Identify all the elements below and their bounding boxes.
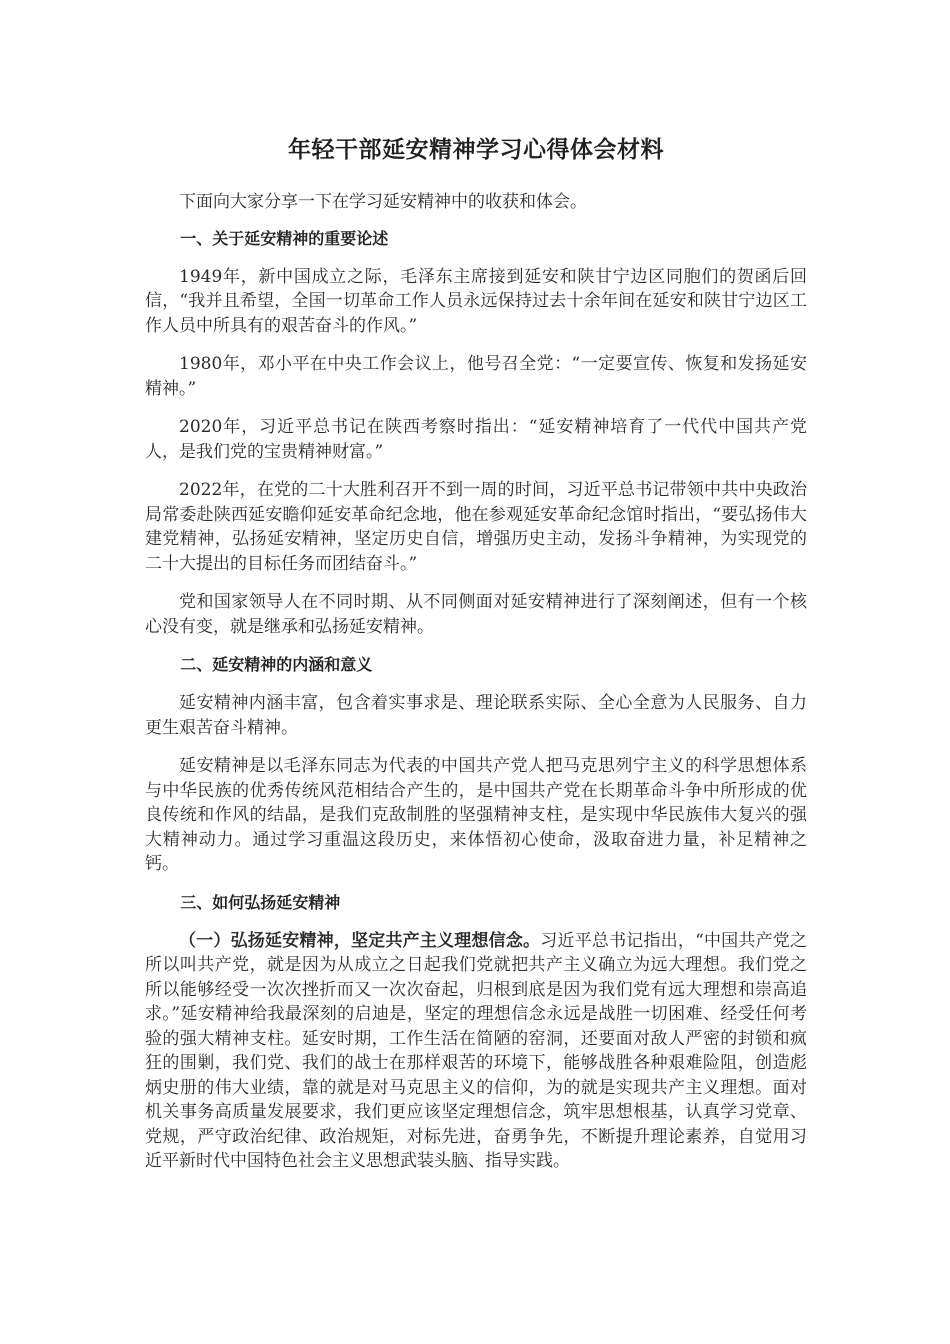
section-heading-1: 一、关于延安精神的重要论述 — [180, 228, 389, 248]
section-heading-3: 三、如何弘扬延安精神 — [180, 892, 341, 912]
section3-point1-paragraph — [145, 929, 807, 1174]
section2-paragraph: 延安精神内涵丰富，包含着实事求是、理论联系实际、全心全意为人民服务、自力更生艰苦奋斗精神。 — [145, 693, 807, 738]
section1-paragraph: 1980年，邓小平在中央工作会议上，他号召全党：“一定要宣传、恢复和发扬延安精神。” — [145, 354, 807, 399]
section1-paragraph: 2022年，在党的二十大胜利召开不到一周的时间，习近平总书记带领中共中央政治局常委赴陕西延安瞻仰延安革命纪念地，他在参观延安革命纪念馆时指出，“要弘扬伟大建党精神，弘扬延安精神，坚定历史自信，增强历史主动，发扬斗争精神，为实现党的二十大提出的目标任务而团结奋斗。” — [145, 480, 807, 574]
intro-paragraph: 下面向大家分享一下在学习延安精神中的收获和体会。 — [179, 192, 587, 212]
document-title: 年轻干部延安精神学习心得体会材料 — [288, 137, 664, 163]
section1-paragraph: 1949年，新中国成立之际，毛泽东主席接到延安和陕甘宁边区同胞们的贺函后回信，“我并且希望，全国一切革命工作人员永远保持过去十余年间在延安和陕甘宁边区工作人员中所具有的艰苦奋斗的作风。” — [145, 266, 807, 336]
point1-lead: （一）弘扬延安精神，坚定共产主义理想信念。 — [179, 930, 541, 951]
section-heading-2: 二、延安精神的内涵和意义 — [180, 655, 373, 674]
point1-body: 习近平总书记指出，“中国共产党之所以叫共产党，就是因为从成立之日起我们党就把共产主义确立为远大理想。我们党之所以能够经受一次次挫折而又一次次奋起，归根到底是因为我们党有远大理想和崇高追求。”延安精神给我最深刻的启迪是，坚定的理想信念永远是战胜一切困难、经受任何考验的强大精神支柱。延安时期，工作生活在简陋的窑洞，还要面对敌人严密的封锁和疯狂的围剿，我们党、我们的战士在那样艰苦的环境下，能够战胜各种艰难险阻，创造彪炳史册的伟大业绩，靠的就是对马克思主义的信仰，为的就是实现共产主义理想。面对机关事务高质量发展要求，我们更应该坚定理想信念，筑牢思想根基，认真学习党章、党规，严守政治纪律、政治规矩，对标先进，奋勇争先，不断提升理论素养，自觉用习近平新时代中国特色社会主义思想武装头脑、指导实践。 — [145, 930, 807, 1171]
section2-paragraph: 延安精神是以毛泽东同志为代表的中国共产党人把马克思列宁主义的科学思想体系与中华民族的优秀传统风范相结合产生的，是中国共产党在长期革命斗争中所形成的优良传统和作风的结晶，是我们克敌制胜的坚强精神支柱，是实现中华民族伟大复兴的强大精神动力。通过学习重温这段历史，来体悟初心使命，汲取奋进力量，补足精神之钙。 — [145, 756, 807, 874]
section1-paragraph: 2020年，习近平总书记在陕西考察时指出：“延安精神培育了一代代中国共产党人，是我们党的宝贵精神财富。” — [145, 417, 807, 462]
section1-paragraph: 党和国家领导人在不同时期、从不同侧面对延安精神进行了深刻阐述，但有一个核心没有变，就是继承和弘扬延安精神。 — [145, 592, 807, 637]
document-body — [145, 132, 807, 1188]
